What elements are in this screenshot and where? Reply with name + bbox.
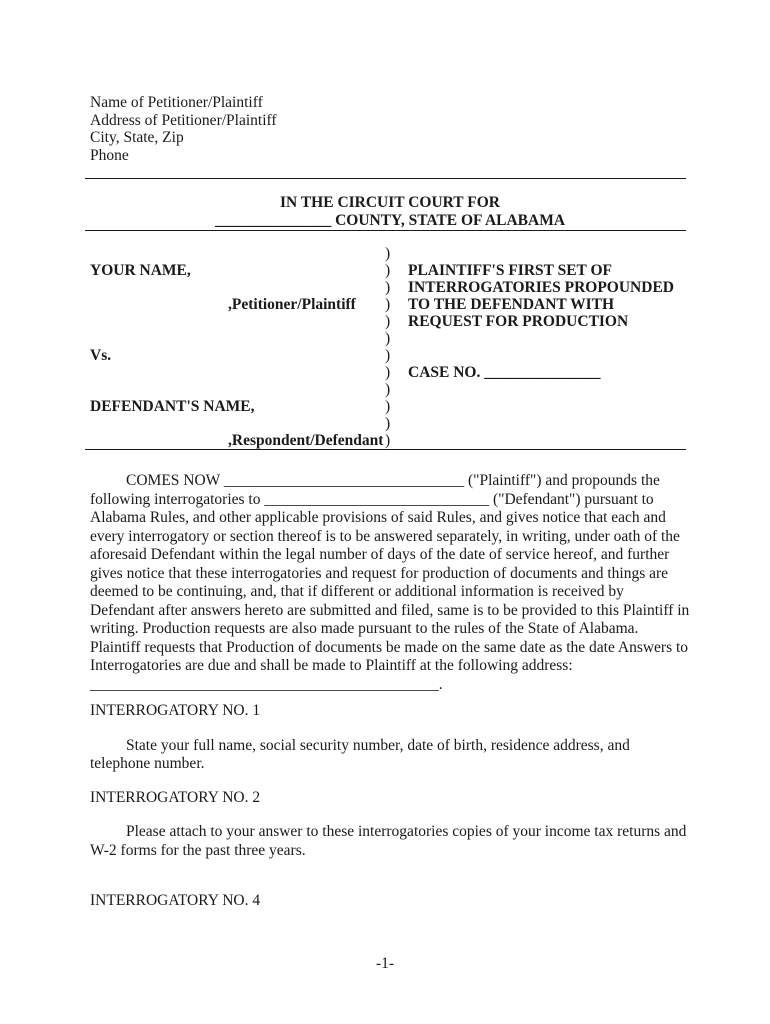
document-title-line: INTERROGATORIES PROPOUNDED bbox=[408, 279, 674, 296]
caption-paren: ) bbox=[385, 296, 391, 313]
petitioner-phone-line: Phone bbox=[90, 146, 129, 164]
caption-row bbox=[90, 313, 690, 330]
interrogatory-heading-4: INTERROGATORY NO. 4 bbox=[90, 892, 261, 909]
caption-row bbox=[90, 330, 690, 347]
case-no-row bbox=[408, 364, 690, 381]
caption-row bbox=[90, 364, 690, 381]
interrogatory-heading-1: INTERROGATORY NO. 1 bbox=[90, 702, 261, 719]
caption-paren: ) bbox=[385, 398, 391, 415]
interrogatory-heading-2: INTERROGATORY NO. 2 bbox=[90, 788, 261, 806]
caption-paren: ) bbox=[385, 381, 391, 398]
opening-paragraph: COMES NOW _______________________________ ("Plaintiff") and propounds the following interrogatories to _____________________________ ("Defendant") pursuant to Alabama Rules, and other applicable provisions of said Rules, and gives notice that each and every interrogatory or section thereof is to be answered separately, in writing, under oath of the aforesaid Defendant within the legal number of days of the date of service hereof, and further gives notice that these interrogatories and request for production of documents and things are deemed to be continuing, and, that if different or additional information is received by Defendant after answers hereto are submitted and filed, same is to be provided to this Plaintiff in writing. Production requests are also made pursuant to the rules of the State of Alabama. Plaintiff requests that Production of documents be made on the same date as the date Answers to Interrogatories are due and shall be made to Plaintiff at the following address: _____________________________________________. bbox=[90, 472, 690, 693]
caption-row bbox=[90, 398, 690, 415]
caption-paren: ) bbox=[385, 313, 391, 330]
court-title bbox=[90, 194, 690, 229]
case-caption bbox=[90, 245, 690, 449]
county-blank: _______________ bbox=[214, 211, 332, 229]
petitioner-info-block bbox=[90, 94, 690, 164]
caption-row bbox=[90, 381, 690, 398]
court-title-line2-text: COUNTY, STATE OF ALABAMA bbox=[331, 211, 566, 229]
document-content bbox=[90, 0, 690, 911]
horizontal-rule-under-caption bbox=[85, 449, 686, 450]
vs-label: Vs. bbox=[90, 347, 112, 364]
caption-paren: ) bbox=[385, 347, 391, 364]
horizontal-rule-top bbox=[85, 178, 686, 179]
caption-row bbox=[90, 347, 690, 364]
caption-row bbox=[90, 279, 690, 296]
caption-paren: ) bbox=[385, 364, 391, 381]
petitioner-address-line: Address of Petitioner/Plaintiff bbox=[90, 111, 277, 129]
defendant-name: DEFENDANT'S NAME, bbox=[90, 398, 255, 415]
interrogatory-text-1: State your full name, social security number, date of birth, residence address, and telephone number. bbox=[90, 736, 630, 772]
document-title-line: TO THE DEFENDANT WITH bbox=[408, 296, 615, 313]
caption-paren: ) bbox=[385, 262, 391, 279]
caption-row bbox=[90, 245, 690, 262]
document-title-line: PLAINTIFF'S FIRST SET OF bbox=[408, 262, 612, 279]
page-number: -1- bbox=[375, 955, 395, 972]
petitioner-role-label: ,Petitioner/Plaintiff bbox=[228, 296, 356, 313]
caption-row bbox=[90, 296, 690, 313]
interrogatory-text-2: Please attach to your answer to these interrogatories copies of your income tax returns and W-2 forms for the past three years. bbox=[90, 823, 687, 859]
caption-row bbox=[90, 415, 690, 432]
respondent-role-label: ,Respondent/Defendant bbox=[228, 432, 384, 449]
court-title-line2 bbox=[90, 212, 690, 230]
caption-paren: ) bbox=[385, 330, 391, 347]
plaintiff-name: YOUR NAME, bbox=[90, 262, 191, 279]
caption-row bbox=[90, 262, 690, 279]
caption-paren: ) bbox=[385, 279, 391, 296]
caption-paren: ) bbox=[385, 415, 391, 432]
caption-paren: ) bbox=[385, 245, 391, 262]
court-title-line1: IN THE CIRCUIT COURT FOR bbox=[280, 194, 500, 211]
case-no-blank: _______________ bbox=[480, 364, 601, 381]
case-no-label: CASE NO. bbox=[408, 364, 481, 381]
document-title-line: REQUEST FOR PRODUCTION bbox=[408, 313, 629, 330]
caption-row bbox=[90, 432, 690, 449]
petitioner-name-line: Name of Petitioner/Plaintiff bbox=[90, 94, 263, 111]
caption-paren: ) bbox=[385, 432, 391, 449]
petitioner-city-state-zip-line: City, State, Zip bbox=[90, 129, 184, 146]
horizontal-rule-under-title bbox=[85, 230, 686, 231]
